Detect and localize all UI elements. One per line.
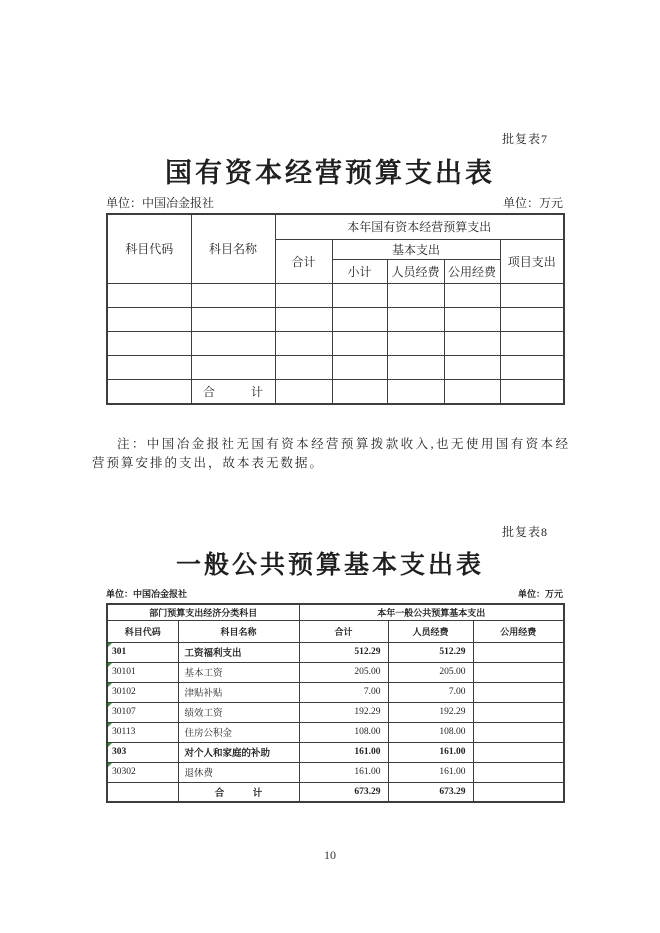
table7-header-project: 项目支出 bbox=[500, 239, 564, 283]
table7-header-total: 合计 bbox=[275, 239, 332, 283]
table7-header-public: 公用经费 bbox=[444, 259, 500, 283]
subject-code: 30107 bbox=[112, 707, 136, 717]
table8-total-value: 673.29 bbox=[299, 782, 388, 802]
cell-flag-icon bbox=[108, 703, 112, 707]
table8-header-subject-span: 部门预算支出经济分类科目 bbox=[107, 604, 299, 620]
value-public bbox=[473, 662, 564, 682]
value-public bbox=[473, 682, 564, 702]
value-personnel: 161.00 bbox=[388, 762, 473, 782]
table8-row bbox=[107, 742, 564, 762]
table8-title: 一般公共预算基本支出表 bbox=[175, 552, 484, 579]
table8-row bbox=[107, 762, 564, 782]
table7-title: 国有资本经营预算支出表 bbox=[165, 158, 495, 188]
table8-unit-right: 单位：万元 bbox=[517, 589, 563, 599]
value-public bbox=[473, 762, 564, 782]
table8-row bbox=[107, 722, 564, 742]
value-personnel: 108.00 bbox=[388, 722, 473, 742]
table8-row bbox=[107, 682, 564, 702]
table8-label: 批复表8 bbox=[501, 525, 548, 539]
value-personnel: 192.29 bbox=[388, 702, 473, 722]
table7-note: 注：中国冶金报社无国有资本经营预算拨款收入,也无使用国有资本经营预算安排的支出，故本表无数据。 bbox=[92, 437, 570, 470]
table8-unit-row bbox=[106, 587, 563, 600]
table8-row bbox=[107, 662, 564, 682]
table8-header-personnel: 人员经费 bbox=[388, 620, 473, 642]
subject-name: 绩效工资 bbox=[178, 702, 299, 722]
subject-name: 津贴补贴 bbox=[178, 682, 299, 702]
table7-unit-right: 单位：万元 bbox=[502, 196, 563, 210]
cell-flag-icon bbox=[108, 683, 112, 687]
table7-empty-row bbox=[107, 331, 564, 355]
table7-header-subtotal: 小计 bbox=[332, 259, 387, 283]
table8-header-total: 合计 bbox=[299, 620, 388, 642]
table7-unit-row bbox=[106, 194, 563, 211]
value-public bbox=[473, 702, 564, 722]
table8-header-name: 科目名称 bbox=[178, 620, 299, 642]
subject-code: 301 bbox=[112, 647, 127, 657]
table8-total-row bbox=[107, 782, 564, 802]
cell-flag-icon bbox=[108, 643, 112, 647]
subject-code: 30101 bbox=[112, 667, 136, 677]
subject-code: 303 bbox=[112, 747, 127, 757]
subject-name: 退休费 bbox=[178, 762, 299, 782]
value-personnel: 512.29 bbox=[388, 642, 473, 662]
value-personnel: 205.00 bbox=[388, 662, 473, 682]
cell-flag-icon bbox=[108, 663, 112, 667]
table7-empty-row bbox=[107, 307, 564, 331]
value-total: 192.29 bbox=[299, 702, 388, 722]
value-public bbox=[473, 742, 564, 762]
value-personnel: 7.00 bbox=[388, 682, 473, 702]
cell-flag-icon bbox=[108, 763, 112, 767]
table7-empty-row bbox=[107, 283, 564, 307]
table7-label: 批复表7 bbox=[501, 132, 548, 146]
value-total: 161.00 bbox=[299, 762, 388, 782]
table7-total-label: 合 计 bbox=[191, 379, 275, 404]
subject-code: 30113 bbox=[112, 727, 136, 737]
subject-name: 住房公积金 bbox=[178, 722, 299, 742]
table8-row bbox=[107, 702, 564, 722]
table8-row bbox=[107, 642, 564, 662]
table8-total-public bbox=[473, 782, 564, 802]
subject-code: 30102 bbox=[112, 687, 136, 697]
table8-total-label: 合 计 bbox=[178, 782, 299, 802]
cell-flag-icon bbox=[108, 723, 112, 727]
subject-code: 30302 bbox=[112, 767, 136, 777]
subject-name: 对个人和家庭的补助 bbox=[178, 742, 299, 762]
table7-header-name: 科目名称 bbox=[191, 214, 275, 283]
page-number: 10 bbox=[324, 848, 336, 862]
table7-header-code: 科目代码 bbox=[107, 214, 191, 283]
subject-name: 工资福利支出 bbox=[178, 642, 299, 662]
value-total: 512.29 bbox=[299, 642, 388, 662]
table7-header-basic-span: 基本支出 bbox=[332, 239, 500, 259]
value-personnel: 161.00 bbox=[388, 742, 473, 762]
value-total: 108.00 bbox=[299, 722, 388, 742]
table7-empty-row bbox=[107, 355, 564, 379]
value-public bbox=[473, 642, 564, 662]
subject-name: 基本工资 bbox=[178, 662, 299, 682]
cell-flag-icon bbox=[108, 743, 112, 747]
table7-unit-left: 单位：中国冶金报社 bbox=[106, 196, 215, 210]
table7 bbox=[106, 213, 565, 405]
table7-header-personnel: 人员经费 bbox=[387, 259, 444, 283]
value-total: 161.00 bbox=[299, 742, 388, 762]
table8-header-budget-span: 本年一般公共预算基本支出 bbox=[299, 604, 564, 620]
table7-header-year-span: 本年国有资本经营预算支出 bbox=[275, 214, 564, 239]
value-total: 7.00 bbox=[299, 682, 388, 702]
table8-header-row-1 bbox=[107, 604, 564, 620]
table8-total-personnel: 673.29 bbox=[388, 782, 473, 802]
table7-header-row-1 bbox=[107, 214, 564, 239]
value-public bbox=[473, 722, 564, 742]
table8-header-code: 科目代码 bbox=[107, 620, 178, 642]
table8-header-public: 公用经费 bbox=[473, 620, 564, 642]
table8 bbox=[106, 603, 565, 803]
table8-unit-left: 单位：中国冶金报社 bbox=[106, 589, 188, 599]
table7-total-row bbox=[107, 379, 564, 404]
value-total: 205.00 bbox=[299, 662, 388, 682]
table8-header-row-2 bbox=[107, 620, 564, 642]
